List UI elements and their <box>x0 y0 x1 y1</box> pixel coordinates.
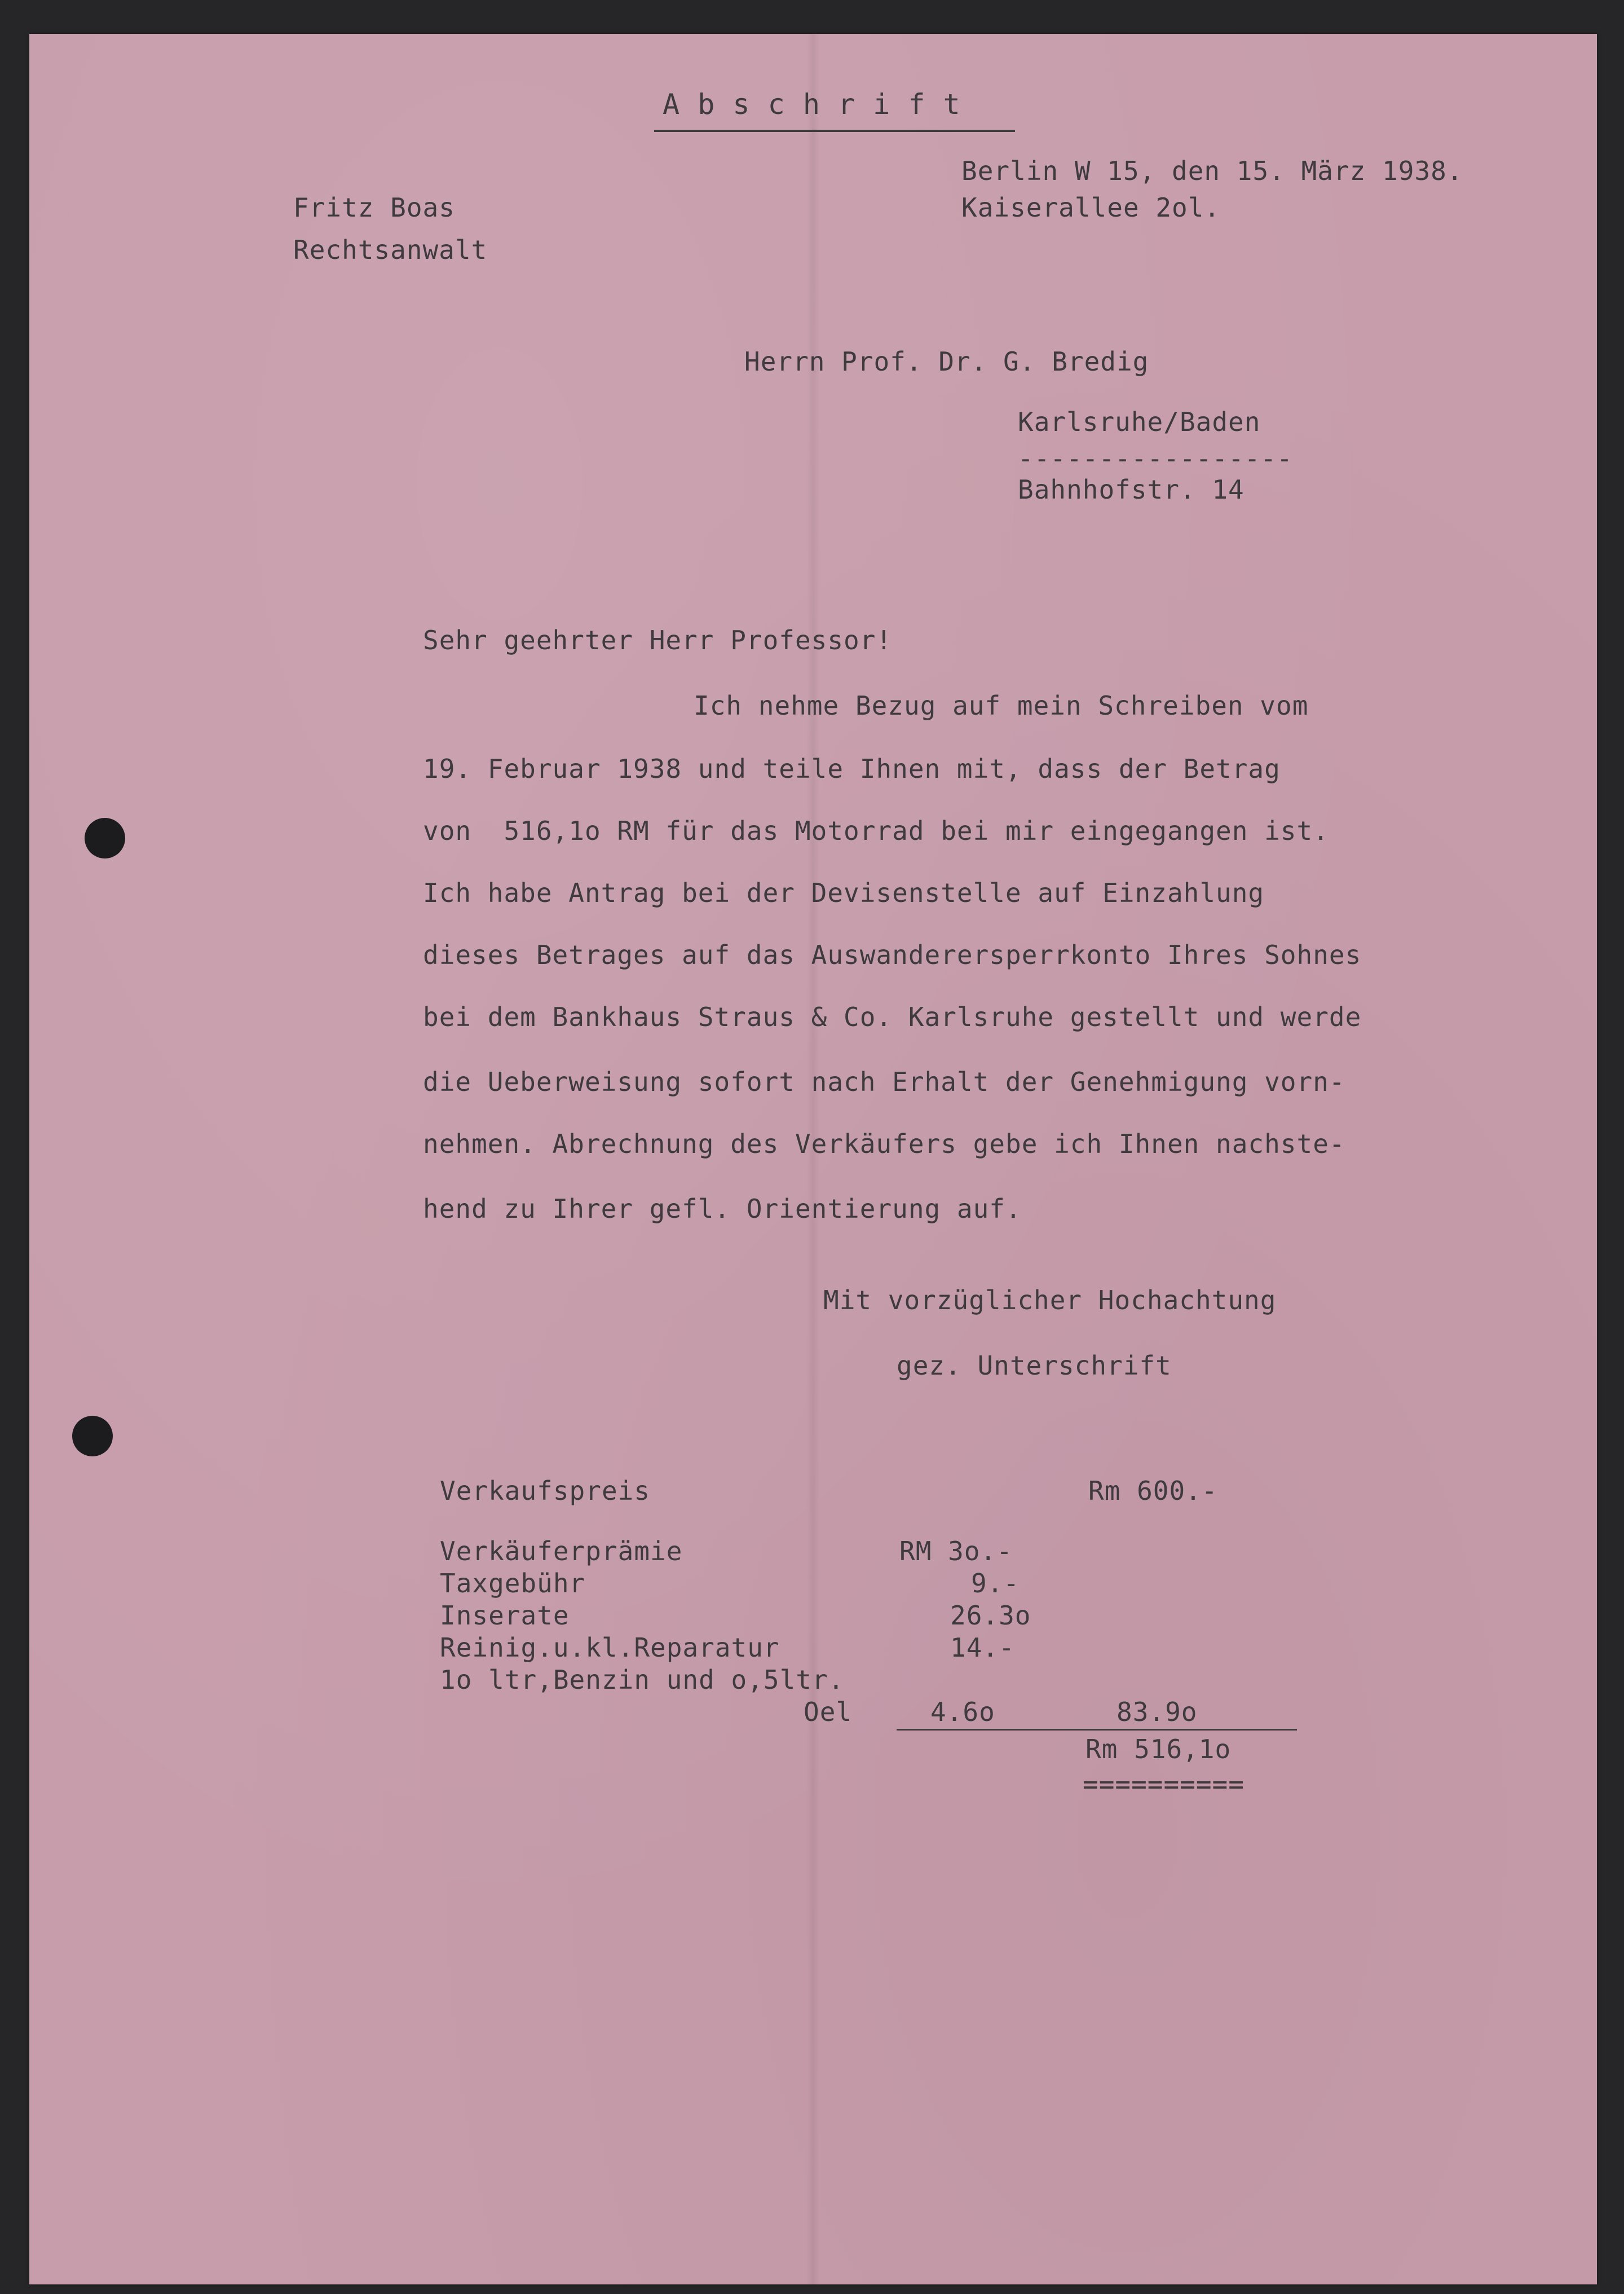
item-label: Oel <box>804 1697 853 1727</box>
body-line: nehmen. Abrechnung des Verkäufers gebe ich Ihnen nachste- <box>423 1129 1345 1159</box>
net-total: Rm 516,1o <box>1085 1734 1232 1764</box>
deductions-total: 83.9o <box>1116 1697 1198 1727</box>
item-label: Taxgebühr <box>440 1568 586 1599</box>
body-line: 19. Februar 1938 und teile Ihnen mit, dass der Betrag <box>423 754 1281 784</box>
title-underline <box>654 130 1015 132</box>
recipient-city-underline: ----------------- <box>1018 443 1293 474</box>
item-value: 26.3o <box>950 1600 1031 1631</box>
document-title: A b s c h r i f t <box>663 88 961 121</box>
body-line: bei dem Bankhaus Straus & Co. Karlsruhe gestellt und werde <box>423 1002 1362 1032</box>
recipient-name: Herrn Prof. Dr. G. Bredig <box>744 346 1149 377</box>
item-value: 9.- <box>971 1568 1020 1599</box>
item-value: 4.6o <box>930 1697 995 1727</box>
punch-hole <box>72 1416 113 1456</box>
item-label: Reinig.u.kl.Reparatur <box>440 1632 780 1663</box>
body-line: dieses Betrages auf das Auswanderersperrkonto Ihres Sohnes <box>423 940 1362 970</box>
body-line: Ich habe Antrag bei der Devisenstelle auf Einzahlung <box>423 878 1265 908</box>
signature: gez. Unterschrift <box>897 1350 1172 1381</box>
item-value: 14.- <box>950 1632 1015 1663</box>
place-date: Berlin W 15, den 15. März 1938. <box>961 156 1463 186</box>
sale-label: Verkaufspreis <box>440 1476 651 1506</box>
salutation: Sehr geehrter Herr Professor! <box>423 625 893 655</box>
body-line: die Ueberweisung sofort nach Erhalt der Genehmigung vorn- <box>423 1067 1345 1097</box>
sender-title: Rechtsanwalt <box>293 235 488 265</box>
sender-street: Kaiserallee 2ol. <box>961 192 1221 223</box>
punch-hole <box>85 818 125 858</box>
recipient-street: Bahnhofstr. 14 <box>1018 474 1245 505</box>
item-label: 1o ltr,Benzin und o,5ltr. <box>440 1665 845 1695</box>
item-label: Inserate <box>440 1600 570 1631</box>
body-line: von 516,1o RM für das Motorrad bei mir eingegangen ist. <box>423 816 1329 846</box>
sale-value: Rm 600.- <box>1088 1476 1218 1506</box>
body-line: Ich nehme Bezug auf mein Schreiben vom <box>694 690 1309 721</box>
sum-rule <box>897 1729 1297 1731</box>
closing: Mit vorzüglicher Hochachtung <box>823 1285 1277 1315</box>
body-line: hend zu Ihrer gefl. Orientierung auf. <box>423 1194 1022 1224</box>
item-label: Verkäuferprämie <box>440 1536 683 1566</box>
item-value: RM 3o.- <box>899 1536 1013 1566</box>
recipient-city: Karlsruhe/Baden <box>1018 407 1261 437</box>
double-rule: ========== <box>1083 1769 1245 1799</box>
sender-name: Fritz Boas <box>293 192 455 223</box>
